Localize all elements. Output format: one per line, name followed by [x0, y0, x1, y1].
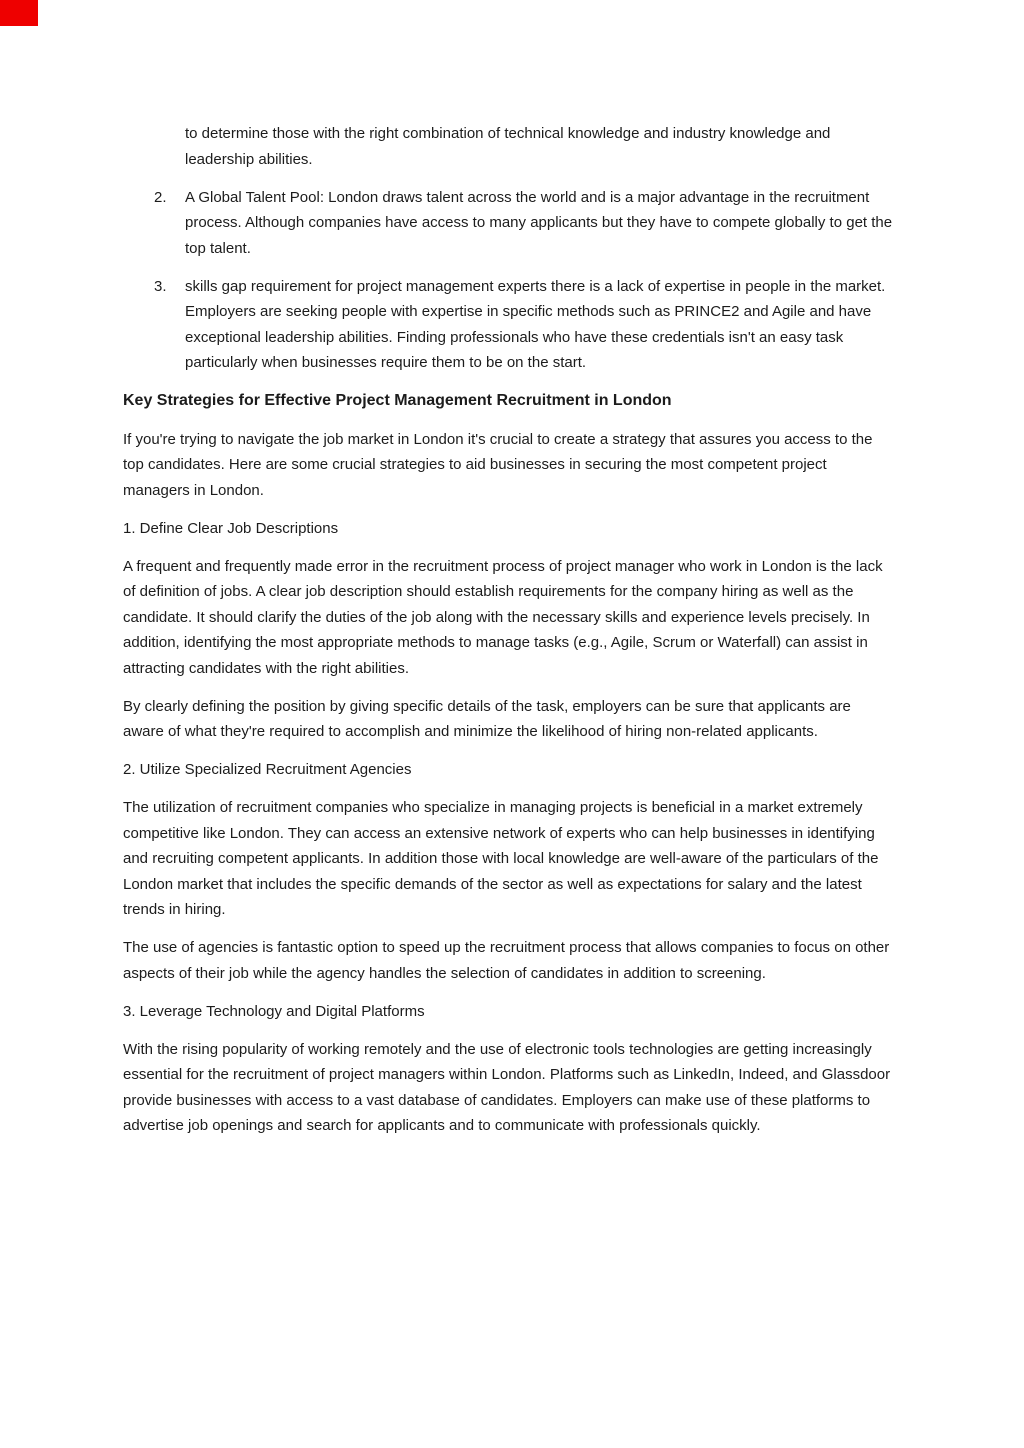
intro-paragraph: If you're trying to navigate the job market in London it's crucial to create a strategy that assures you access to the top candidates. Here are some crucial strategies to aid businesses in securing the most competent project managers in London. — [123, 430, 873, 499]
list-item-3 — [123, 274, 895, 376]
strategy-2-paragraph-1: The utilization of recruitment companies who specialize in managing projects is beneficial in a market extremely competitive like London. They can access an extensive network of experts who can help businesses in identifying and recruiting competent applicants. In addition those with local knowledge are well-aware of the particulars of the London market that includes the specific demands of the sector as well as expectations for salary and the latest trends in hiring. — [123, 799, 879, 918]
strategy-2-title: 2. Utilize Specialized Recruitment Agencies — [123, 761, 412, 778]
strategy-1-title: 1. Define Clear Job Descriptions — [123, 519, 339, 537]
list-item-2-number: 2. — [154, 188, 167, 206]
list-item-2-text: A Global Talent Pool: London draws talent across the world and is a major advantage in the recruitment process. Although companies have access to many applicants but they have to compete globally to get the top talent. — [185, 188, 893, 257]
section-heading: Key Strategies for Effective Project Management Recruitment in London — [123, 392, 672, 409]
list-item-1-continuation: to determine those with the right combination of technical knowledge and industry knowledge and leadership abilities. — [185, 125, 831, 168]
document-body — [123, 121, 895, 1151]
strategy-3-title: 3. Leverage Technology and Digital Platforms — [123, 1002, 425, 1020]
strategy-1-paragraph-2: By clearly defining the position by giving specific details of the task, employers can be sure that applicants are aware of what they're required to accomplish and minimize the likelihood of hiring non-related applicants. — [123, 697, 851, 740]
strategy-2-paragraph-2: The use of agencies is fantastic option to speed up the recruitment process that allows companies to focus on other aspects of their job while the agency handles the selection of candidates in addition to screening. — [123, 939, 890, 982]
strategy-1-paragraph-1: A frequent and frequently made error in the recruitment process of project manager who work in London is the lack of definition of jobs. A clear job description should establish requirements for the company hiring as well as the candidate. It should clarify the duties of the job along with the necessary skills and experience levels precisely. In addition, identifying the most appropriate methods to manage tasks (e.g., Agile, Scrum or Waterfall) can assist in attracting candidates with the right abilities. — [123, 557, 883, 677]
strategy-3-paragraph-1: With the rising popularity of working remotely and the use of electronic tools technologies are getting increasingly essential for the recruitment of project managers within London. Platforms such as LinkedIn, Indeed, and Glassdoor provide businesses with access to a vast database of candidates. Employers can make use of these platforms to advertise job openings and search for applicants and to communicate with professionals quickly. — [123, 1040, 891, 1134]
list-item-2 — [123, 185, 895, 262]
list-item-3-number: 3. — [154, 277, 167, 295]
list-item-3-text: skills gap requirement for project management experts there is a lack of expertise in people in the market. Employers are seeking people with expertise in specific methods such as PRINCE2 and Agile and have exceptional leadership abilities. Finding professionals who have these credentials isn't an easy task particularly when businesses require them to be on the start. — [185, 277, 886, 371]
red-corner-marker — [0, 0, 38, 26]
